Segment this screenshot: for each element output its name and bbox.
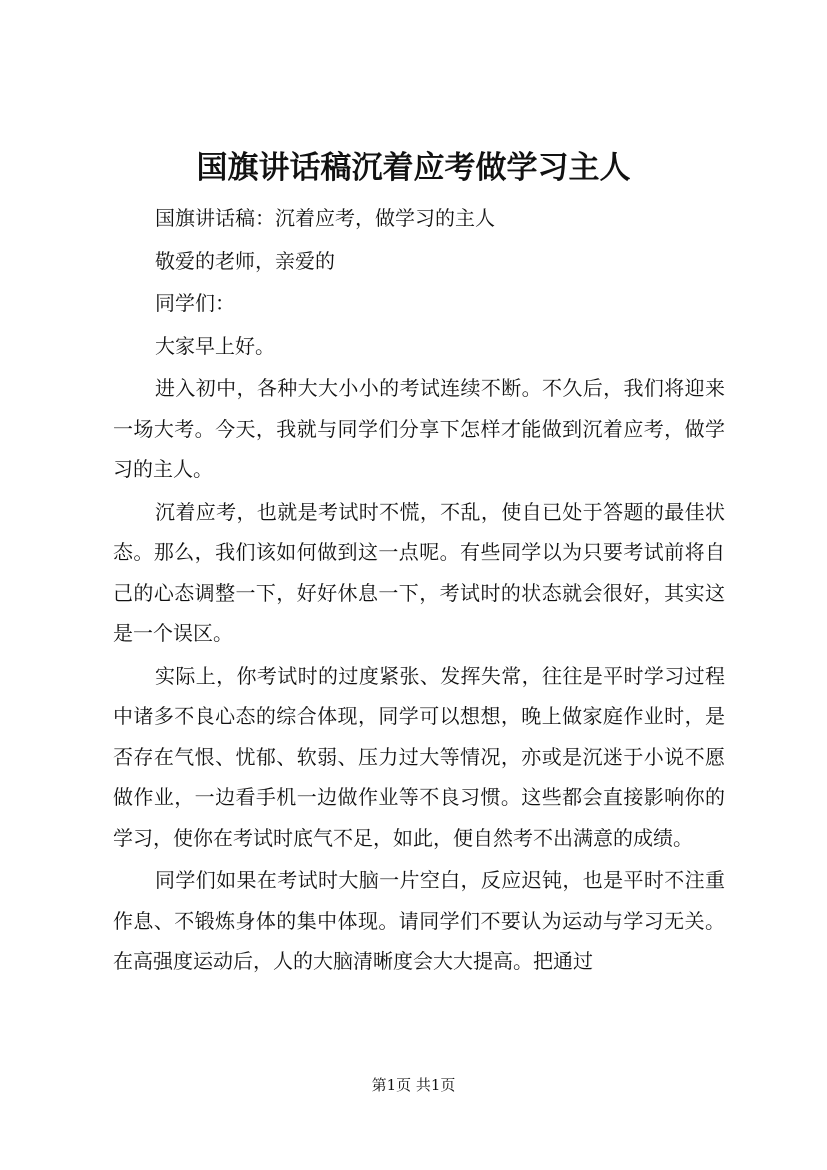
paragraph-actual-cause: 实际上，你考试时的过度紧张、发挥失常，往往是平时学习过程中诸多不良心态的综合体现，同学可以想想，晚上做家庭作业时，是否存在气恨、忧郁、软弱、压力过大等情况，亦或是沉迷于小说不愿做作业，一边看手机一边做作业等不良习惯。这些都会直接影响你的学习，使你在考试时底气不足，如此，便自然考不出满意的成绩。 — [113, 663, 725, 850]
page-footer: 第1页 共1页 — [371, 1076, 456, 1094]
paragraph-intro: 进入初中，各种大大小小的考试连续不断。不久后，我们将迎来一场大考。今天，我就与同学们分享下怎样才能做到沉着应考，做学习的主人。 — [113, 376, 725, 481]
paragraph-greeting-teachers: 敬爱的老师，亲爱的 — [155, 248, 335, 273]
paragraph-good-morning: 大家早上好。 — [155, 333, 275, 358]
paragraph-calm-exam: 沉着应考，也就是考试时不慌，不乱，使自已处于答题的最佳状态。那么，我们该如何做到这一点呢。有些同学以为只要考试前将自己的心态调整一下，好好休息一下，考试时的状态就会很好，其实这是一个误区。 — [113, 499, 725, 645]
paragraph-greeting-students: 同学们： — [155, 291, 235, 315]
paragraph-subtitle: 国旗讲话稿：沉着应考，做学习的主人 — [155, 206, 495, 230]
paragraph-exercise: 同学们如果在考试时大脑一片空白，反应迟钝，也是平时不注重作息、不锻炼身体的集中体现。请同学们不要认为运动与学习无关。在高强度运动后，人的大脑清晰度会大大提高。把通过 — [113, 868, 725, 973]
document-title: 国旗讲话稿沉着应考做学习主人 — [196, 150, 631, 186]
document-body — [113, 196, 725, 982]
